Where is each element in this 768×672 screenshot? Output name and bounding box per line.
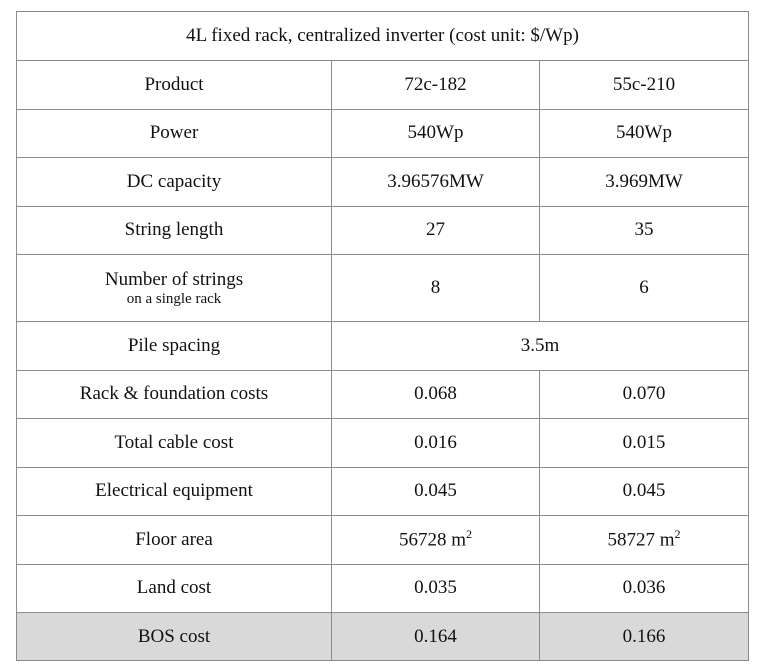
- row-label: Power: [17, 109, 332, 158]
- table-row-number-of-strings: [17, 255, 749, 322]
- row-label: Electrical equipment: [17, 467, 332, 516]
- row-label: Floor area: [17, 516, 332, 565]
- cell-72c-182: 3.96576MW: [332, 158, 540, 207]
- table-row-floor-area: [17, 516, 749, 565]
- row-label: String length: [17, 206, 332, 255]
- cell-55c-210: 35: [540, 206, 749, 255]
- cell-merged: 3.5m: [332, 322, 749, 371]
- cell-55c-210: 0.036: [540, 564, 749, 613]
- row-label: Land cost: [17, 564, 332, 613]
- cell-72c-182: [332, 516, 540, 565]
- row-label: DC capacity: [17, 158, 332, 207]
- row-label-cell: [17, 255, 332, 322]
- row-label: Rack & foundation costs: [17, 370, 332, 419]
- table-row-rack-foundation: [17, 370, 749, 419]
- row-label: Total cable cost: [17, 419, 332, 468]
- cost-comparison-table: [16, 11, 749, 661]
- table-title-row: [17, 12, 749, 61]
- cell-72c-182: 72c-182: [332, 61, 540, 110]
- table-row-pile-spacing: [17, 322, 749, 371]
- row-sublabel: on a single rack: [126, 290, 222, 307]
- table-row-electrical-equipment: [17, 467, 749, 516]
- cell-55c-210: 540Wp: [540, 109, 749, 158]
- row-label: Product: [17, 61, 332, 110]
- cell-55c-210: 0.045: [540, 467, 749, 516]
- cell-55c-210: 0.015: [540, 419, 749, 468]
- table-row-cable-cost: [17, 419, 749, 468]
- cell-72c-182: 0.164: [332, 613, 540, 661]
- cell-72c-182: 540Wp: [332, 109, 540, 158]
- cell-72c-182: 0.045: [332, 467, 540, 516]
- cell-55c-210: 3.969MW: [540, 158, 749, 207]
- table-row-string-length: [17, 206, 749, 255]
- table-title: 4L fixed rack, centralized inverter (cost unit: $/Wp): [17, 12, 749, 61]
- table-row-power: [17, 109, 749, 158]
- table-row-dc-capacity: [17, 158, 749, 207]
- value: 56728 m: [398, 529, 467, 551]
- cell-55c-210: 6: [540, 255, 749, 322]
- cell-72c-182: 8: [332, 255, 540, 322]
- cell-72c-182: 0.016: [332, 419, 540, 468]
- row-label: Pile spacing: [17, 322, 332, 371]
- table-row-bos-cost: [17, 613, 749, 661]
- row-label: BOS cost: [17, 613, 332, 661]
- unit-exponent: 2: [674, 527, 681, 542]
- cell-55c-210: [540, 516, 749, 565]
- cell-72c-182: 0.068: [332, 370, 540, 419]
- row-label: Number of strings: [104, 268, 244, 290]
- cell-55c-210: 0.070: [540, 370, 749, 419]
- cell-55c-210: 55c-210: [540, 61, 749, 110]
- table-row-land-cost: [17, 564, 749, 613]
- cell-72c-182: 0.035: [332, 564, 540, 613]
- value: 58727 m: [607, 529, 675, 551]
- unit-exponent: 2: [466, 527, 473, 542]
- cell-55c-210: 0.166: [540, 613, 749, 661]
- cell-72c-182: 27: [332, 206, 540, 255]
- table-row-product: [17, 61, 749, 110]
